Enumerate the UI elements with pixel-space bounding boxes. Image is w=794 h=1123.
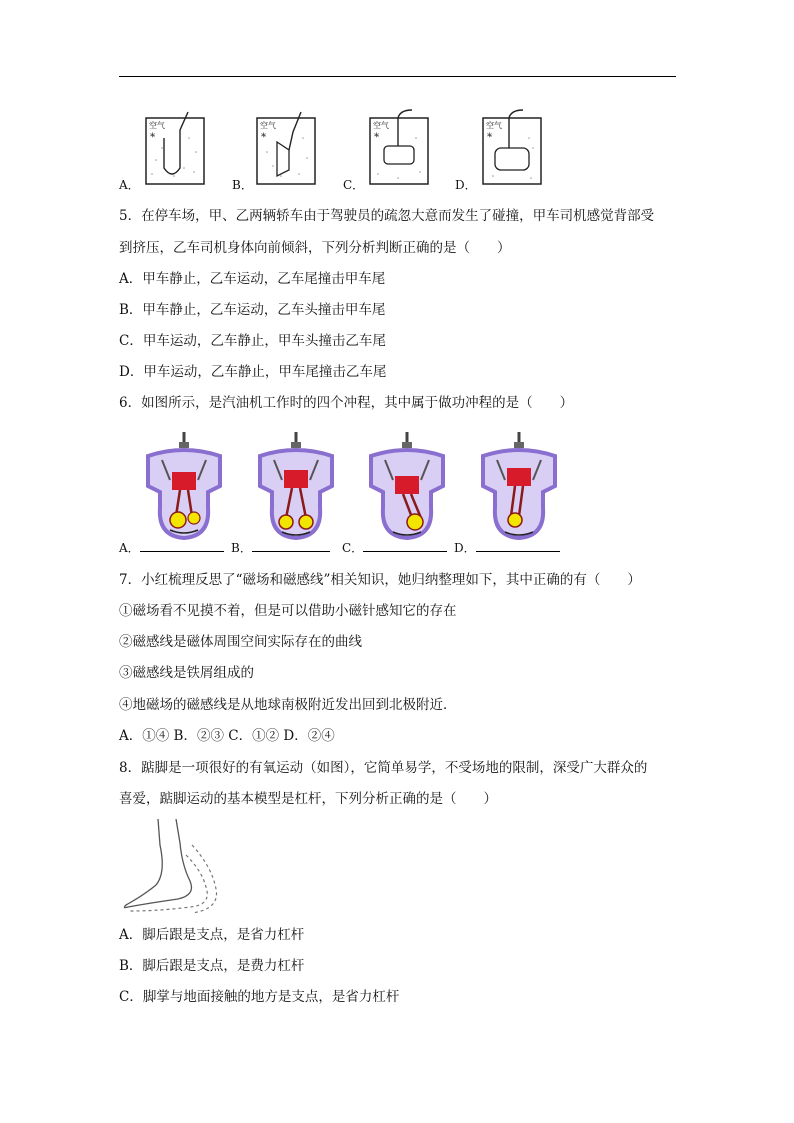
q4-figure-d: [481, 108, 543, 186]
q8-option-c: C．脚掌与地面接触的地方是支点，是省力杠杆: [119, 989, 400, 1005]
q4-figure-a: [144, 108, 206, 186]
q4-label-a: A．: [119, 178, 140, 192]
q4-figure-b: [255, 108, 317, 186]
q7-options: A．①④ B．②③ C．①② D．②④: [119, 728, 335, 744]
q8-option-b: B．脚后跟是支点，是费力杠杆: [119, 958, 305, 974]
q7-item-1: ①磁场看不见摸不着，但是可以借助小磁针感知它的存在: [119, 603, 457, 619]
q8-foot-figure: [120, 815, 220, 915]
q5-option-b: B．甲车静止，乙车运动，乙车头撞击甲车尾: [119, 302, 386, 318]
q7-item-3: ③磁感线是铁屑组成的: [119, 665, 254, 681]
q4-label-b: B．: [232, 178, 253, 192]
q8-stem-line1: 8．踮脚是一项很好的有氧运动（如图），它简单易学，不受场地的限制，深受广大群众的: [119, 760, 648, 776]
q8-option-a: A．脚后跟是支点，是省力杠杆: [119, 927, 305, 943]
header-rule: [119, 76, 676, 77]
svg-text:空气: 空气: [260, 121, 276, 130]
svg-text:空气: 空气: [149, 121, 165, 130]
svg-text:*: *: [150, 132, 155, 143]
svg-text:*: *: [487, 132, 492, 143]
svg-text:*: *: [374, 132, 379, 143]
q6-label-d: D．: [454, 541, 560, 555]
q8-stem-line2: 喜爱，踮脚运动的基本模型是杠杆，下列分析正确的是（ ）: [119, 791, 497, 807]
svg-text:空气: 空气: [486, 121, 502, 130]
q4-figure-c: [368, 108, 430, 186]
q6-engine-d: [479, 430, 559, 542]
q5-stem-line1: 5．在停车场，甲、乙两辆轿车由于驾驶员的疏忽大意而发生了碰撞，甲车司机感觉背部受: [119, 208, 655, 224]
svg-text:*: *: [261, 132, 266, 143]
q7-item-2: ②磁感线是磁体周围空间实际存在的曲线: [119, 634, 362, 650]
q6-engine-c: [367, 430, 447, 542]
svg-text:空气: 空气: [373, 121, 389, 130]
q5-option-c: C．甲车运动，乙车静止，甲车头撞击乙车尾: [119, 333, 386, 349]
q7-item-4: ④地磁场的磁感线是从地球南极附近发出回到北极附近．: [119, 697, 457, 713]
q6-label-c: C．: [342, 541, 447, 555]
q4-label-d: D．: [455, 178, 477, 192]
q6-engine-b: [256, 430, 336, 542]
q5-option-a: A．甲车静止，乙车运动，乙车尾撞击甲车尾: [119, 271, 386, 287]
q7-stem: 7．小红梳理反思了“磁场和磁感线”相关知识，她归纳整理如下，其中正确的有（ ）: [119, 572, 641, 588]
q6-label-a: A．: [119, 541, 224, 555]
q5-stem-line2: 到挤压，乙车司机身体向前倾斜，下列分析判断正确的是（ ）: [119, 240, 511, 256]
q4-label-c: C．: [343, 178, 365, 192]
q6-engine-a: [144, 430, 224, 542]
q5-option-d: D．甲车运动，乙车静止，甲车尾撞击乙车尾: [119, 364, 387, 380]
q6-stem: 6．如图所示，是汽油机工作时的四个冲程，其中属于做功冲程的是（ ）: [119, 395, 574, 411]
q6-label-b: B．: [231, 541, 330, 555]
